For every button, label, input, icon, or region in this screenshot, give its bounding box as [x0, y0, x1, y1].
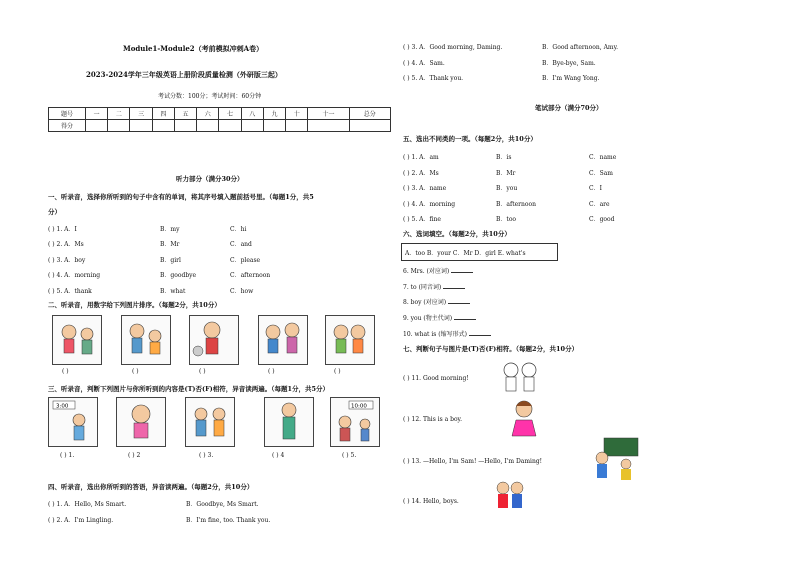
score-cell: 六: [197, 108, 219, 120]
boys-picture: [492, 480, 528, 514]
s6-item-text: 10. what is (缩写形式): [403, 331, 467, 338]
score-input-cell[interactable]: [86, 120, 108, 132]
s1-item-c: C．hi: [230, 226, 247, 233]
kids-waving-picture: [497, 360, 543, 394]
cartoon-picture: [258, 315, 308, 365]
s3-answer-blank[interactable]: ( ) 3.: [199, 452, 214, 459]
clock-cartoon-picture: [330, 397, 380, 447]
s1-item-c: C．afternoon: [230, 272, 271, 279]
score-input-cell[interactable]: [197, 120, 219, 132]
s4-item-a: ( ) 2. A．I'm Lingling.: [48, 517, 114, 524]
exam-info: 考试分数：100分；考试时间：60分钟: [158, 93, 262, 100]
score-table: [48, 107, 391, 132]
s5-item-a: ( ) 5. A．fine: [403, 216, 441, 223]
cartoon-picture: [189, 315, 239, 365]
section4-heading: 四、听录音，选出你所听到的答语，异音读两遍。（每题2分，共10分）: [48, 483, 254, 491]
s7-item: ( ) 11. Good morning!: [403, 375, 469, 382]
score-input-cell[interactable]: [174, 120, 196, 132]
s1-item-b: B．girl: [160, 257, 181, 264]
s2-answer-blank[interactable]: ( ): [268, 368, 275, 375]
score-cell: 十: [286, 108, 308, 120]
word-bank-options: A．too B．your C．Mr D．girl E. what's: [405, 250, 526, 257]
s4-item-a: ( ) 4. A．Sam.: [403, 60, 445, 67]
section1-heading-cont: 分）: [48, 208, 61, 216]
s5-item-a: ( ) 3. A．name: [403, 185, 447, 192]
section6-heading: 六、选词填空。（每题2分，共10分）: [403, 230, 511, 238]
s5-item-c: C．are: [589, 201, 610, 208]
s4-item-b: B．Bye-bye, Sam.: [542, 60, 596, 67]
score-table-header-row: [49, 108, 391, 120]
score-input-cell[interactable]: [241, 120, 263, 132]
listening-title: 听力部分（满分30分）: [176, 175, 244, 183]
s6-item: [403, 329, 491, 338]
s1-item-num: ( ) 2. A．Ms: [48, 241, 84, 248]
score-cell: 九: [263, 108, 285, 120]
s6-item: [403, 266, 473, 275]
section3-heading: 三、听录音，判断下列图片与你所听到的内容是(T)否(F)相符，异音读两遍。（每题1分，共5分）: [48, 385, 330, 393]
s6-item-text: 7. to (同音词): [403, 284, 442, 291]
s1-item-c: C．how: [230, 288, 254, 295]
s2-answer-blank[interactable]: ( ): [199, 368, 206, 375]
answer-blank[interactable]: [454, 313, 476, 320]
score-input-cell[interactable]: [130, 120, 152, 132]
s1-item-b: B．goodbye: [160, 272, 197, 279]
s6-item-text: 9. you (物主代词): [403, 315, 453, 322]
cartoon-picture: [121, 315, 171, 365]
s3-answer-blank[interactable]: ( ) 2: [128, 452, 141, 459]
s4-item-b: B．Good afternoon, Amy.: [542, 44, 619, 51]
section2-heading: 二、听录音，用数字给下列图片排序。（每题2分，共10分）: [48, 301, 221, 309]
s5-item-b: B．Mr: [496, 170, 516, 177]
s2-answer-blank[interactable]: ( ): [132, 368, 139, 375]
girl-picture: [506, 398, 542, 440]
s4-item-b: B．Goodbye, Ms Smart.: [186, 501, 259, 508]
s5-item-c: C．good: [589, 216, 615, 223]
score-cell: 四: [152, 108, 174, 120]
s5-item-a: ( ) 4. A．morning: [403, 201, 456, 208]
answer-blank[interactable]: [451, 266, 473, 273]
score-input-cell[interactable]: [286, 120, 308, 132]
clock-time-label: 3:00: [56, 403, 69, 410]
written-title: 笔试部分（满分70分）: [535, 104, 603, 112]
score-input-cell[interactable]: [108, 120, 130, 132]
s6-item-text: 8. boy (对应词): [403, 299, 447, 306]
s5-item-a: ( ) 1. A．am: [403, 154, 439, 161]
s1-item-num: ( ) 3. A．boy: [48, 257, 86, 264]
cartoon-picture: [264, 397, 314, 447]
score-input-cell[interactable]: [263, 120, 285, 132]
cartoon-picture: [52, 315, 102, 365]
exam-title: Module1-Module2（考前模拟冲刺A卷）: [123, 44, 264, 53]
classroom-picture: [590, 436, 640, 482]
s2-answer-blank[interactable]: ( ): [62, 368, 69, 375]
clock-cartoon-picture: [48, 397, 98, 447]
score-cell: 十一: [308, 108, 349, 120]
section5-heading: 五、选出不同类的一项。（每题2分，共10分）: [403, 135, 537, 143]
s6-item-text: 6. Mrs. (对应词): [403, 268, 450, 275]
s6-item: [403, 282, 465, 291]
section1-heading: 一、听录音，选择你所听到的句子中含有的单词，将其序号填入题前括号里。（每题1分，共5: [48, 193, 314, 201]
s5-item-a: ( ) 2. A．Ms: [403, 170, 439, 177]
section7-heading: 七、判断句子与图片是(T)否(F)相符。（每题2分，共10分）: [403, 345, 579, 353]
s5-item-c: C．name: [589, 154, 617, 161]
score-input-cell[interactable]: [219, 120, 241, 132]
s1-item-num: ( ) 4. A．morning: [48, 272, 101, 279]
s5-item-c: C．I: [589, 185, 602, 192]
s1-item-c: C．and: [230, 241, 252, 248]
s6-item: [403, 313, 476, 322]
s4-item-a: ( ) 5. A．Thank you.: [403, 75, 464, 82]
s1-item-b: B．my: [160, 226, 180, 233]
s5-item-c: C．Sam: [589, 170, 613, 177]
s1-item-c: C．please: [230, 257, 261, 264]
cartoon-picture: [116, 397, 166, 447]
answer-blank[interactable]: [469, 329, 491, 336]
score-cell: 七: [219, 108, 241, 120]
s4-item-b: B．I'm fine, too. Thank you.: [186, 517, 271, 524]
score-cell: 八: [241, 108, 263, 120]
s1-item-num: ( ) 5. A．thank: [48, 288, 92, 295]
s5-item-b: B．is: [496, 154, 512, 161]
score-cell: 三: [130, 108, 152, 120]
cartoon-picture: [185, 397, 235, 447]
s4-item-a: ( ) 1. A．Hello, Ms Smart.: [48, 501, 127, 508]
exam-subtitle: 2023-2024学年三年级英语上册阶段质量检测（外研版三起）: [86, 70, 282, 79]
score-cell: 一: [86, 108, 108, 120]
s3-answer-blank[interactable]: ( ) 5.: [342, 452, 357, 459]
score-input-cell[interactable]: [152, 120, 174, 132]
s7-item: ( ) 12. This is a boy.: [403, 416, 463, 423]
s3-answer-blank[interactable]: ( ) 4: [272, 452, 285, 459]
score-cell: 五: [174, 108, 196, 120]
s5-item-b: B．afternoon: [496, 201, 536, 208]
score-cell: 题号: [49, 108, 86, 120]
s6-item: [403, 297, 470, 306]
s5-item-b: B．you: [496, 185, 518, 192]
cartoon-picture: [325, 315, 375, 365]
s1-item-b: B．what: [160, 288, 186, 295]
s3-answer-blank[interactable]: ( ) 1.: [60, 452, 75, 459]
answer-blank[interactable]: [448, 297, 470, 304]
s7-item: ( ) 14. Hello, boys.: [403, 498, 459, 505]
s2-answer-blank[interactable]: ( ): [334, 368, 341, 375]
score-input-cell[interactable]: [308, 120, 349, 132]
s1-item-num: ( ) 1. A．I: [48, 226, 77, 233]
clock-time-label: 10:00: [351, 403, 367, 410]
s1-item-b: B．Mr: [160, 241, 180, 248]
s7-item: ( ) 13. —Hello, I'm Sam! —Hello, I'm Daming!: [403, 458, 543, 465]
s5-item-b: B．too: [496, 216, 517, 223]
score-cell: 二: [108, 108, 130, 120]
answer-blank[interactable]: [443, 282, 465, 289]
score-cell: 得分: [49, 120, 86, 132]
score-table-score-row: [49, 120, 391, 132]
s4-item-a: ( ) 3. A．Good morning, Daming.: [403, 44, 503, 51]
score-input-cell[interactable]: [349, 120, 390, 132]
score-cell: 总分: [349, 108, 390, 120]
s4-item-b: B．I'm Wang Yong.: [542, 75, 600, 82]
